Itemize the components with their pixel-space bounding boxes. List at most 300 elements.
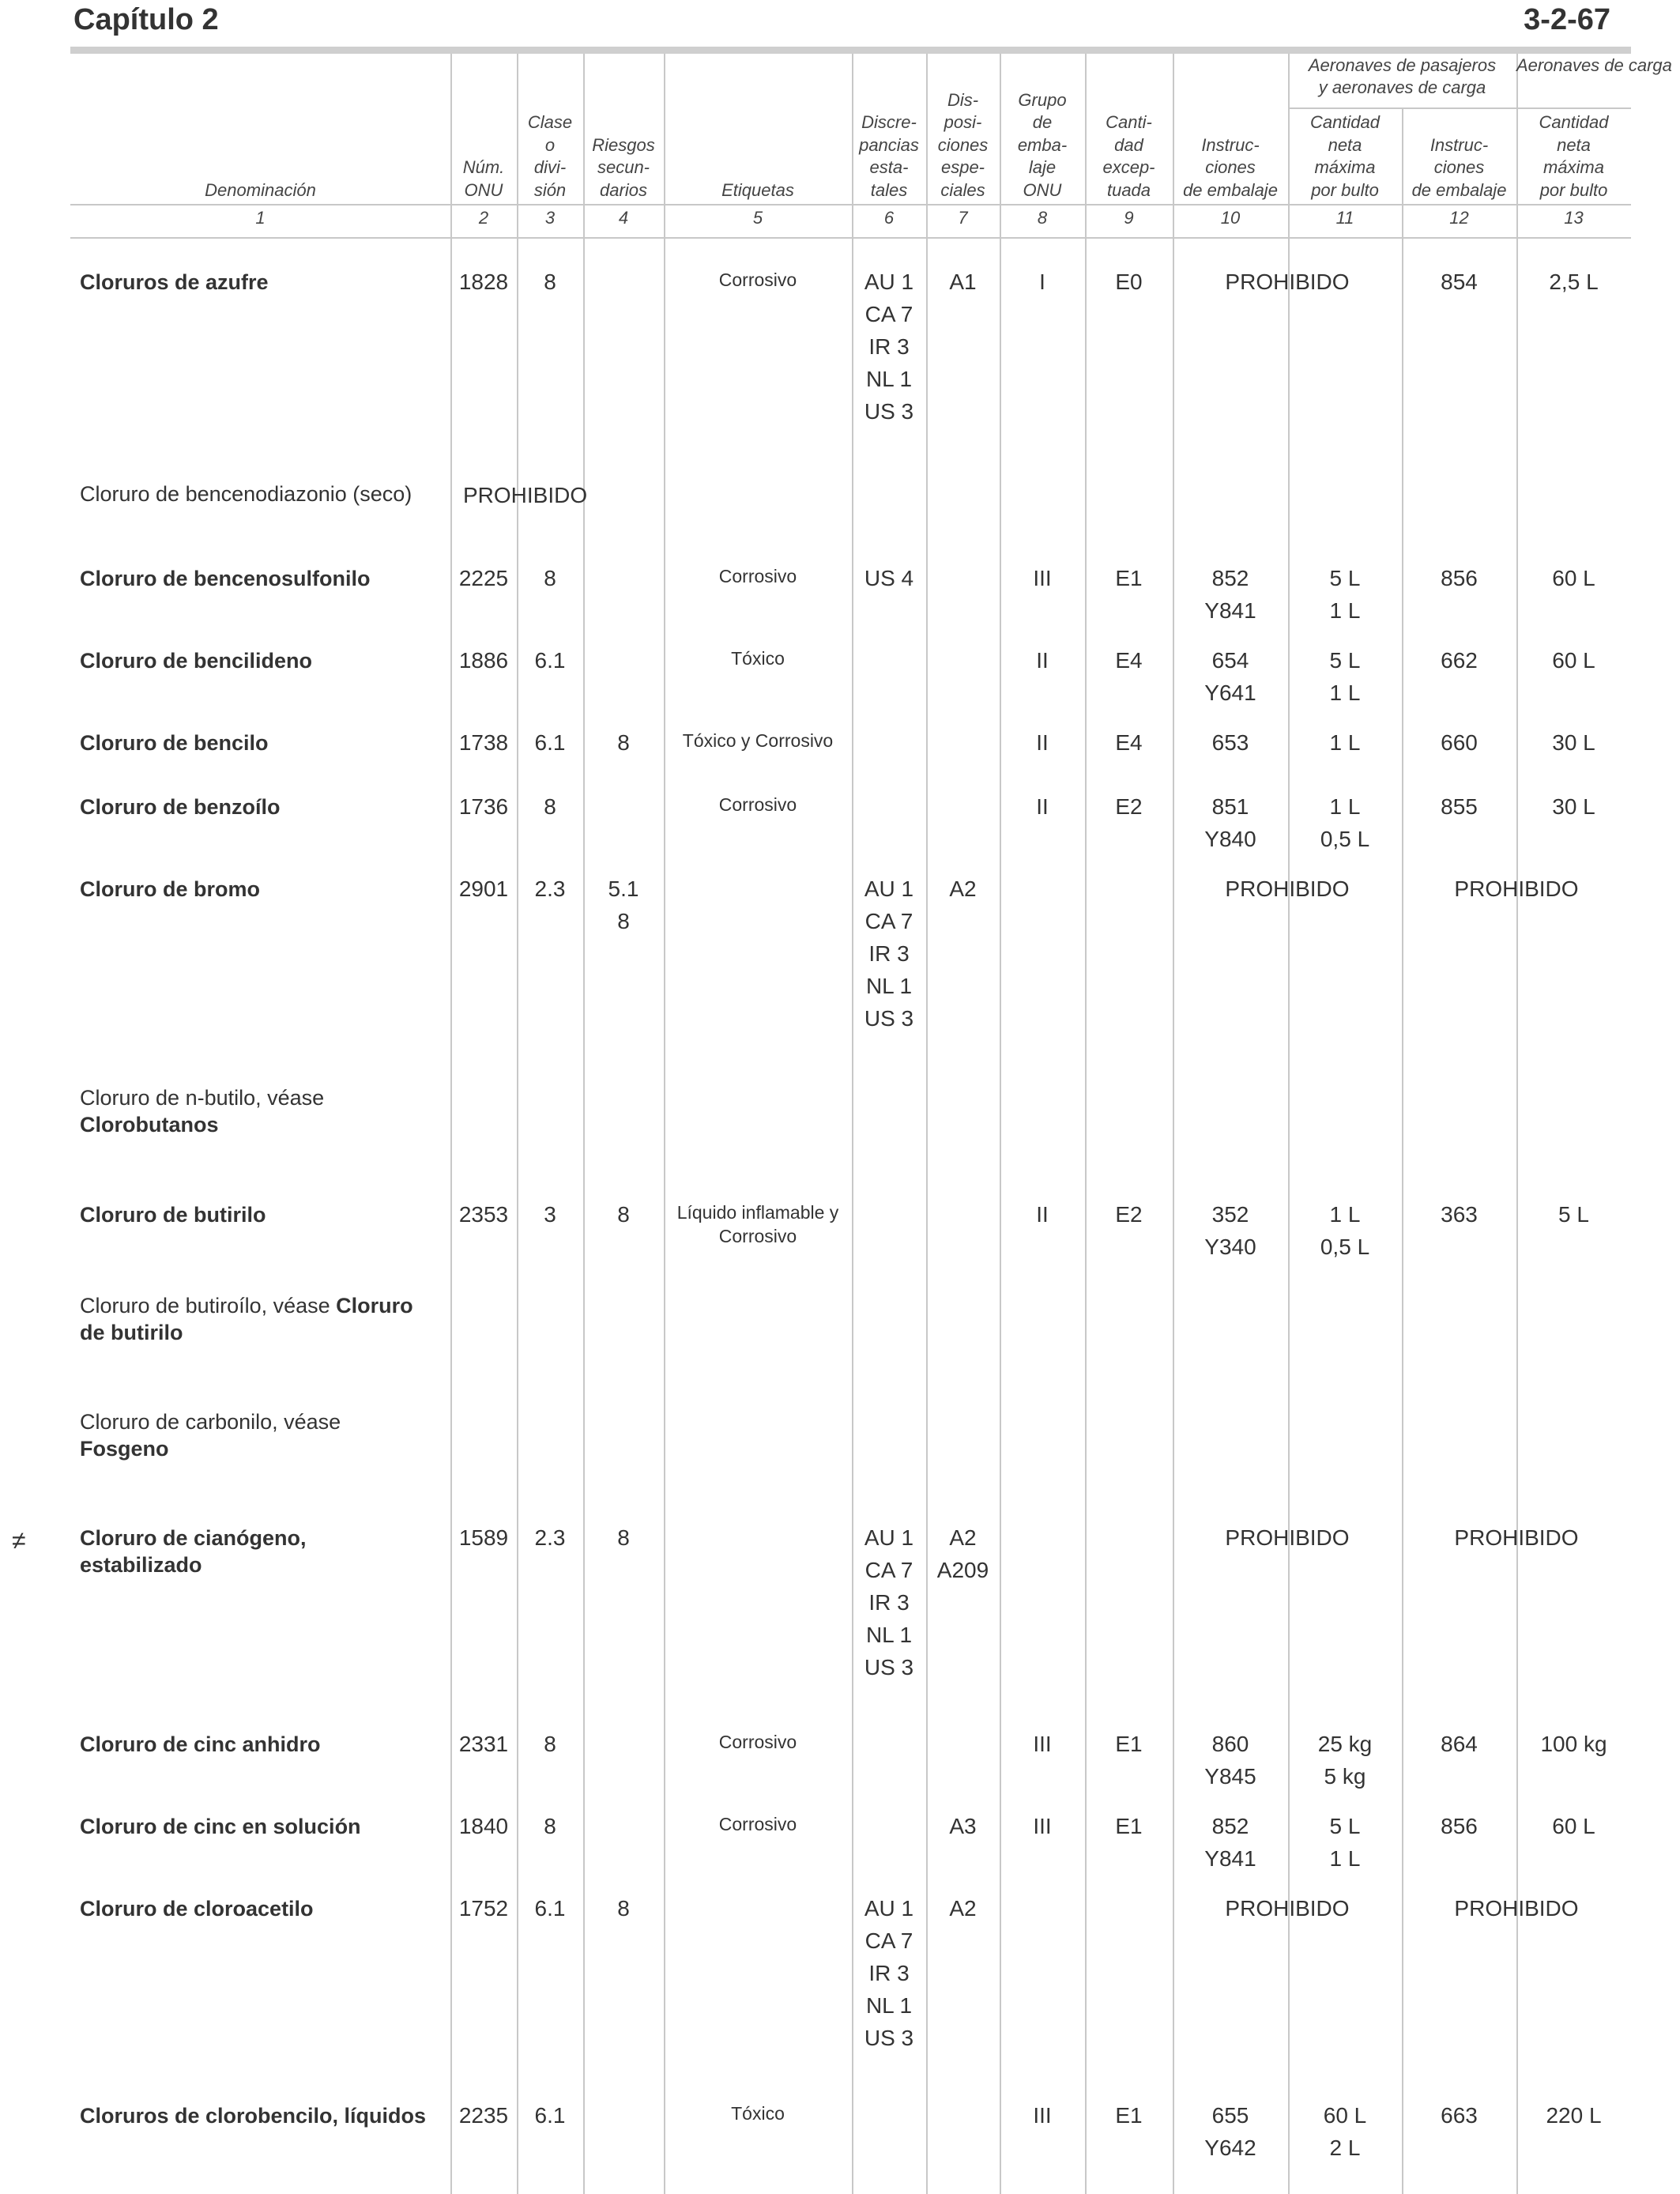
column-number: 10: [1220, 208, 1241, 228]
passenger-packing-instruction-line: 860: [1211, 1732, 1249, 1756]
column-header-line: neta: [1557, 134, 1591, 155]
column-header-line: excep-: [1102, 157, 1155, 177]
un-number-line: 2901: [458, 876, 509, 901]
column-header-line: esta-: [869, 157, 909, 177]
passenger-packing-instruction-line: Y841: [1204, 1846, 1256, 1871]
column-header-line: laje: [1028, 157, 1057, 177]
hazard-label-line: Tóxico y Corrosivo: [682, 730, 834, 751]
cargo-max-quantity-line: 100 kg: [1540, 1732, 1607, 1756]
prohibited-note: PROHIBIDO: [463, 483, 588, 507]
hazard-label: [664, 729, 852, 752]
subsidiary-risk-line: 8: [617, 1202, 630, 1227]
hazard-label-line: Tóxico: [731, 2103, 785, 2124]
passenger-max-quantity: [1288, 790, 1402, 855]
hazard-label-line: Corrosivo: [718, 1732, 797, 1752]
column-header-line: máxima: [1543, 157, 1604, 177]
column-number: 12: [1449, 208, 1469, 228]
passenger-packing-instruction-line: 852: [1211, 1814, 1249, 1838]
state-variation-line: US 3: [864, 2026, 914, 2050]
packing-group: [1000, 2099, 1085, 2132]
group-header-line: y aeronaves de carga: [1318, 77, 1486, 97]
column-header-line: o: [544, 134, 556, 155]
column-header-line: de embalaje: [1411, 179, 1507, 200]
state-variation-line: AU 1: [864, 1525, 914, 1550]
column-header-line: Denominación: [205, 179, 316, 200]
column-header-5: [664, 57, 852, 202]
state-variation: [852, 562, 926, 594]
hazard-class-line: 8: [544, 1732, 556, 1756]
cargo-packing-instruction-line: 660: [1441, 730, 1478, 755]
column-header-line: por bulto: [1311, 179, 1379, 200]
cargo-packing-instruction-line: 864: [1441, 1732, 1478, 1756]
special-provision: [926, 1521, 1000, 1586]
passenger-packing-instruction-line: Y641: [1204, 680, 1256, 705]
column-header-8: [1000, 57, 1085, 202]
hazard-class: [517, 1810, 583, 1842]
cargo-max-quantity: [1516, 562, 1631, 594]
cargo-packing-instruction-line: 663: [1441, 2103, 1478, 2128]
column-header-line: pancias: [859, 134, 919, 155]
passenger-packing-instruction: [1173, 1728, 1288, 1793]
un-number: [450, 873, 517, 905]
passenger-max-quantity: [1288, 726, 1402, 759]
hazard-class-line: 8: [544, 1814, 556, 1838]
packing-group: [1000, 790, 1085, 823]
substance-name: [80, 1084, 451, 1138]
un-number: [450, 644, 517, 677]
hazard-class-line: 8: [544, 794, 556, 819]
hazard-class-line: 6.1: [534, 648, 566, 673]
passenger-max-quantity: [1288, 644, 1402, 709]
packing-group: [1000, 562, 1085, 594]
state-variation-line: CA 7: [864, 1558, 913, 1582]
state-variation-line: US 3: [864, 399, 914, 424]
packing-group: [1000, 726, 1085, 759]
header-rule-bottom: [70, 204, 1631, 205]
column-header-9: [1085, 57, 1173, 202]
passenger-packing-instruction: [1173, 644, 1288, 709]
hazard-class: [517, 562, 583, 594]
column-header-line: tales: [870, 179, 908, 200]
substance-name-part: Cloruro de bromo: [80, 877, 260, 901]
hazard-label: [664, 268, 852, 292]
passenger-max-quantity-line: 5 L: [1329, 648, 1361, 673]
passenger-packing-instruction: [1173, 790, 1288, 855]
state-variation-line: NL 1: [865, 974, 913, 998]
state-variation-line: NL 1: [865, 1993, 913, 2018]
state-variation-line: CA 7: [864, 909, 913, 933]
excepted-quantity-line: E2: [1115, 794, 1143, 819]
substance-name-part: Fosgeno: [80, 1437, 169, 1461]
un-number: [450, 1892, 517, 1924]
substance-name: [80, 794, 451, 820]
special-provision-line: A2: [949, 876, 977, 901]
un-number: [450, 1728, 517, 1760]
subsidiary-risk: [583, 1521, 664, 1554]
subsidiary-risk-line: 8: [617, 1525, 630, 1550]
cargo-packing-instruction-line: 856: [1441, 566, 1478, 590]
column-number: 5: [752, 208, 763, 228]
column-header-4: [583, 57, 664, 202]
state-variation-line: US 3: [864, 1006, 914, 1031]
substance-name-part: Cloruro: [336, 1294, 413, 1318]
cargo-packing-instruction: [1402, 790, 1516, 823]
cargo-max-quantity: [1516, 1198, 1631, 1231]
un-number: [450, 1521, 517, 1554]
passenger-packing-instruction-line: 352: [1211, 1202, 1249, 1227]
column-header-line: dad: [1114, 134, 1143, 155]
hazard-label: [664, 2102, 852, 2125]
column-header-line: Dis-: [947, 89, 979, 110]
cargo-packing-instruction: [1402, 726, 1516, 759]
hazard-label-line: Líquido inflamable y: [676, 1202, 839, 1223]
special-provision-line: A3: [949, 1814, 977, 1838]
state-variation: [852, 266, 926, 428]
column-header-line: sión: [533, 179, 567, 200]
substance-name: [80, 565, 451, 592]
excepted-quantity: [1085, 2099, 1173, 2132]
hazard-label-line: Corrosivo: [718, 1226, 797, 1246]
cargo-max-quantity: [1516, 1810, 1631, 1842]
passenger-packing-instruction: [1173, 726, 1288, 759]
column-header-7: [926, 57, 1000, 202]
column-number: 13: [1564, 208, 1584, 228]
special-provision-line: A209: [936, 1558, 989, 1582]
column-header-line: espe-: [940, 157, 985, 177]
hazard-label: [664, 564, 852, 588]
column-number: 2: [478, 208, 489, 228]
hazard-class: [517, 1198, 583, 1231]
column-header-line: de: [1032, 112, 1053, 132]
column-header-line: Clase: [527, 112, 573, 132]
column-number-rule: [70, 237, 1631, 239]
cargo-max-quantity: [1516, 790, 1631, 823]
column-header-13: [1516, 111, 1631, 202]
substance-name: [80, 269, 451, 296]
group-header-passenger: [1288, 55, 1516, 99]
subsidiary-risk-line: 8: [617, 730, 630, 755]
column-header-line: darios: [600, 179, 647, 200]
hazard-class-line: 3: [544, 1202, 556, 1227]
cargo-max-quantity-line: 60 L: [1552, 648, 1595, 673]
hazard-class-line: 6.1: [534, 2103, 566, 2128]
substance-name-part: Cloruros de azufre: [80, 270, 269, 294]
excepted-quantity-line: E1: [1115, 566, 1143, 590]
hazard-class-line: 2.3: [534, 1525, 566, 1550]
column-rule: [664, 54, 665, 2194]
column-header-1: [70, 57, 450, 202]
subsidiary-risk-line: 8: [617, 909, 630, 933]
substance-name-part: Cloruro de butiroílo, véase: [80, 1294, 337, 1318]
column-header-line: ONU: [1023, 179, 1062, 200]
column-header-line: Grupo: [1018, 89, 1067, 110]
hazard-class: [517, 873, 583, 905]
packing-group-line: III: [1033, 1732, 1052, 1756]
subsidiary-risk: [583, 726, 664, 759]
subsidiary-risk-line: 5.1: [608, 876, 639, 901]
column-header-10: [1173, 111, 1288, 202]
column-rule: [926, 54, 928, 2194]
column-rule: [1516, 54, 1518, 2194]
passenger-packing-instruction-line: 654: [1211, 648, 1249, 673]
cargo-max-quantity-line: 2,5 L: [1549, 270, 1599, 294]
column-header-line: divi-: [533, 157, 567, 177]
passenger-max-quantity-line: 25 kg: [1317, 1732, 1373, 1756]
state-variation: [852, 1521, 926, 1683]
substance-name: [80, 1201, 451, 1228]
column-header-line: emba-: [1017, 134, 1068, 155]
cargo-max-quantity-line: 220 L: [1546, 2103, 1602, 2128]
packing-group-line: III: [1033, 1814, 1052, 1838]
un-number: [450, 266, 517, 298]
substance-name-part: Cloruro de cinc en solución: [80, 1815, 361, 1838]
column-header-line: Canti-: [1106, 112, 1152, 132]
substance-name-part: Clorobutanos: [80, 1113, 219, 1137]
state-variation-line: IR 3: [868, 941, 910, 966]
un-number: [450, 562, 517, 594]
packing-group-line: III: [1033, 2103, 1052, 2128]
excepted-quantity-line: E2: [1115, 1202, 1143, 1227]
column-rule: [1000, 54, 1001, 2194]
state-variation-line: IR 3: [868, 1961, 910, 1985]
un-number-line: 2225: [458, 566, 509, 590]
substance-name: [80, 876, 451, 903]
passenger-prohibited: PROHIBIDO: [1225, 876, 1350, 901]
state-variation-line: AU 1: [864, 1896, 914, 1921]
column-rule: [517, 54, 518, 2194]
column-header-line: Núm.: [462, 157, 505, 177]
hazard-label-line: Corrosivo: [718, 566, 797, 586]
special-provision-line: A1: [949, 270, 977, 294]
subsidiary-risk-line: 8: [617, 1896, 630, 1921]
substance-name: [80, 481, 451, 507]
passenger-packing-instruction-line: 852: [1211, 566, 1249, 590]
excepted-quantity: [1085, 266, 1173, 298]
excepted-quantity-line: E4: [1115, 648, 1143, 673]
excepted-quantity: [1085, 562, 1173, 594]
passenger-max-quantity-line: 1 L: [1329, 730, 1361, 755]
column-header-line: ciones: [1433, 157, 1485, 177]
passenger-max-quantity-line: 2 L: [1329, 2136, 1361, 2160]
special-provision: [926, 873, 1000, 905]
substance-name-part: Cloruro de cloroacetilo: [80, 1897, 314, 1921]
chapter-title: Capítulo 2: [73, 3, 219, 36]
state-variation-line: NL 1: [865, 367, 913, 391]
cargo-packing-instruction: [1402, 562, 1516, 594]
column-number: 8: [1037, 208, 1048, 228]
cargo-prohibited: PROHIBIDO: [1454, 876, 1579, 901]
packing-group: [1000, 644, 1085, 677]
un-number: [450, 2099, 517, 2132]
column-number: 6: [883, 208, 895, 228]
passenger-packing-instruction-line: 655: [1211, 2103, 1249, 2128]
packing-group-line: II: [1036, 794, 1049, 819]
substance-name: [80, 1408, 451, 1462]
subsidiary-risk: [583, 873, 664, 937]
state-variation-line: AU 1: [864, 876, 914, 901]
passenger-packing-instruction-line: Y845: [1204, 1764, 1256, 1789]
passenger-max-quantity-line: 5 L: [1329, 566, 1361, 590]
passenger-max-quantity-line: 0,5 L: [1320, 827, 1370, 851]
excepted-quantity-line: E1: [1115, 1814, 1143, 1838]
passenger-max-quantity: [1288, 1728, 1402, 1793]
packing-group-line: II: [1036, 730, 1049, 755]
substance-name: [80, 2102, 451, 2129]
excepted-quantity-line: E1: [1115, 1732, 1143, 1756]
cargo-max-quantity: [1516, 644, 1631, 677]
cargo-packing-instruction-line: 662: [1441, 648, 1478, 673]
un-number-line: 1736: [458, 794, 509, 819]
column-header-11: [1288, 111, 1402, 202]
column-header-line: ONU: [464, 179, 503, 200]
substance-name-part: Cloruro de benzoílo: [80, 795, 281, 819]
substance-name: [80, 1731, 451, 1758]
passenger-prohibited: PROHIBIDO: [1225, 1896, 1350, 1921]
column-header-12: [1402, 111, 1516, 202]
excepted-quantity: [1085, 1728, 1173, 1760]
excepted-quantity-line: E4: [1115, 730, 1143, 755]
hazard-label: [664, 1812, 852, 1836]
passenger-packing-instruction-line: Y340: [1204, 1235, 1256, 1259]
cargo-packing-instruction: [1402, 2099, 1516, 2132]
subsidiary-risk: [583, 1198, 664, 1231]
cargo-packing-instruction-line: 856: [1441, 1814, 1478, 1838]
page-number: 3-2-67: [1524, 3, 1610, 36]
hazard-label-line: Corrosivo: [718, 1814, 797, 1834]
state-variation-line: US 4: [864, 566, 914, 590]
un-number: [450, 1198, 517, 1231]
packing-group-line: II: [1036, 1202, 1049, 1227]
hazard-class-line: 6.1: [534, 730, 566, 755]
packing-group: [1000, 1198, 1085, 1231]
substance-name-part: Cloruro de cianógeno,: [80, 1526, 307, 1550]
hazard-class: [517, 266, 583, 298]
un-number-line: 1589: [458, 1525, 509, 1550]
column-rule: [1402, 109, 1403, 2194]
column-header-line: ciones: [937, 134, 989, 155]
hazard-label-line: Tóxico: [731, 648, 785, 669]
passenger-packing-instruction-line: Y642: [1204, 2136, 1256, 2160]
column-header-line: tuada: [1106, 179, 1151, 200]
cargo-packing-instruction: [1402, 1198, 1516, 1231]
un-number: [450, 1810, 517, 1842]
group-header-line: Aeronaves de carga: [1516, 55, 1672, 75]
state-variation: [852, 1892, 926, 2054]
cargo-packing-instruction: [1402, 1728, 1516, 1760]
cargo-packing-instruction: [1402, 1810, 1516, 1842]
passenger-max-quantity-line: 1 L: [1329, 1846, 1361, 1871]
packing-group: [1000, 1810, 1085, 1842]
substance-name: [80, 647, 451, 674]
passenger-prohibited: PROHIBIDO: [1225, 1525, 1350, 1550]
state-variation: [852, 873, 926, 1035]
substance-name-part: Cloruro de cinc anhidro: [80, 1732, 321, 1756]
un-number-line: 2235: [458, 2103, 509, 2128]
column-rule: [583, 54, 585, 2194]
column-header-line: Instruc-: [1201, 134, 1260, 155]
passenger-max-quantity: [1288, 2099, 1402, 2164]
un-number-line: 1828: [458, 270, 509, 294]
column-header-line: secun-: [597, 157, 650, 177]
excepted-quantity: [1085, 1810, 1173, 1842]
header-rule: [70, 47, 1631, 54]
passenger-max-quantity: [1288, 562, 1402, 627]
hazard-label: [664, 1730, 852, 1754]
special-provision-line: A2: [949, 1525, 977, 1550]
passenger-max-quantity-line: 1 L: [1329, 794, 1361, 819]
passenger-prohibited: PROHIBIDO: [1225, 270, 1350, 294]
substance-name: [80, 1895, 451, 1922]
special-provision: [926, 266, 1000, 298]
excepted-quantity-line: E0: [1115, 270, 1143, 294]
column-number: 4: [618, 208, 629, 228]
cargo-max-quantity-line: 30 L: [1552, 794, 1595, 819]
substance-name-part: Cloruros de clorobencilo, líquidos: [80, 2104, 427, 2128]
substance-name-part: Cloruro de butirilo: [80, 1203, 266, 1227]
excepted-quantity-line: E1: [1115, 2103, 1143, 2128]
column-header-line: ciales: [940, 179, 985, 200]
column-rule: [1085, 54, 1087, 2194]
cargo-max-quantity: [1516, 726, 1631, 759]
column-header-3: [517, 57, 583, 202]
special-provision: [926, 1892, 1000, 1924]
passenger-packing-instruction-line: 653: [1211, 730, 1249, 755]
passenger-packing-instruction: [1173, 1810, 1288, 1875]
cargo-packing-instruction-line: 363: [1441, 1202, 1478, 1227]
excepted-quantity: [1085, 1198, 1173, 1231]
column-header-2: [450, 57, 517, 202]
passenger-max-quantity-line: 1 L: [1329, 1202, 1361, 1227]
un-number-line: 1840: [458, 1814, 509, 1838]
hazard-label: [664, 793, 852, 816]
substance-name-part: Cloruro de bencilideno: [80, 649, 313, 673]
passenger-packing-instruction: [1173, 2099, 1288, 2164]
column-header-line: Instruc-: [1430, 134, 1489, 155]
cargo-max-quantity: [1516, 266, 1631, 298]
hazard-class: [517, 726, 583, 759]
hazard-class: [517, 644, 583, 677]
column-header-line: Etiquetas: [721, 179, 794, 200]
excepted-quantity: [1085, 726, 1173, 759]
un-number: [450, 726, 517, 759]
column-header-line: ciones: [1205, 157, 1256, 177]
cargo-max-quantity-line: 5 L: [1558, 1202, 1589, 1227]
hazard-label: [664, 1201, 852, 1248]
passenger-packing-instruction: [1173, 1198, 1288, 1263]
state-variation-line: US 3: [864, 1655, 914, 1679]
column-header-line: neta: [1328, 134, 1362, 155]
column-number: 1: [255, 208, 266, 228]
passenger-max-quantity-line: 1 L: [1329, 680, 1361, 705]
passenger-max-quantity: [1288, 1198, 1402, 1263]
hazard-class: [517, 2099, 583, 2132]
hazard-label-line: Corrosivo: [718, 794, 797, 815]
cargo-packing-instruction: [1402, 266, 1516, 298]
hazard-class: [517, 1892, 583, 1924]
hazard-class-line: 8: [544, 270, 556, 294]
passenger-max-quantity-line: 1 L: [1329, 598, 1361, 623]
state-variation-line: NL 1: [865, 1623, 913, 1647]
column-header-line: por bulto: [1539, 179, 1608, 200]
passenger-max-quantity-line: 0,5 L: [1320, 1235, 1370, 1259]
cargo-max-quantity-line: 60 L: [1552, 1814, 1595, 1838]
change-mark: ≠: [12, 1526, 26, 1555]
cargo-max-quantity: [1516, 2099, 1631, 2132]
passenger-max-quantity-line: 5 kg: [1324, 1764, 1366, 1789]
state-variation-line: IR 3: [868, 334, 910, 359]
substance-name: [80, 1292, 451, 1346]
column-header-line: máxima: [1314, 157, 1376, 177]
